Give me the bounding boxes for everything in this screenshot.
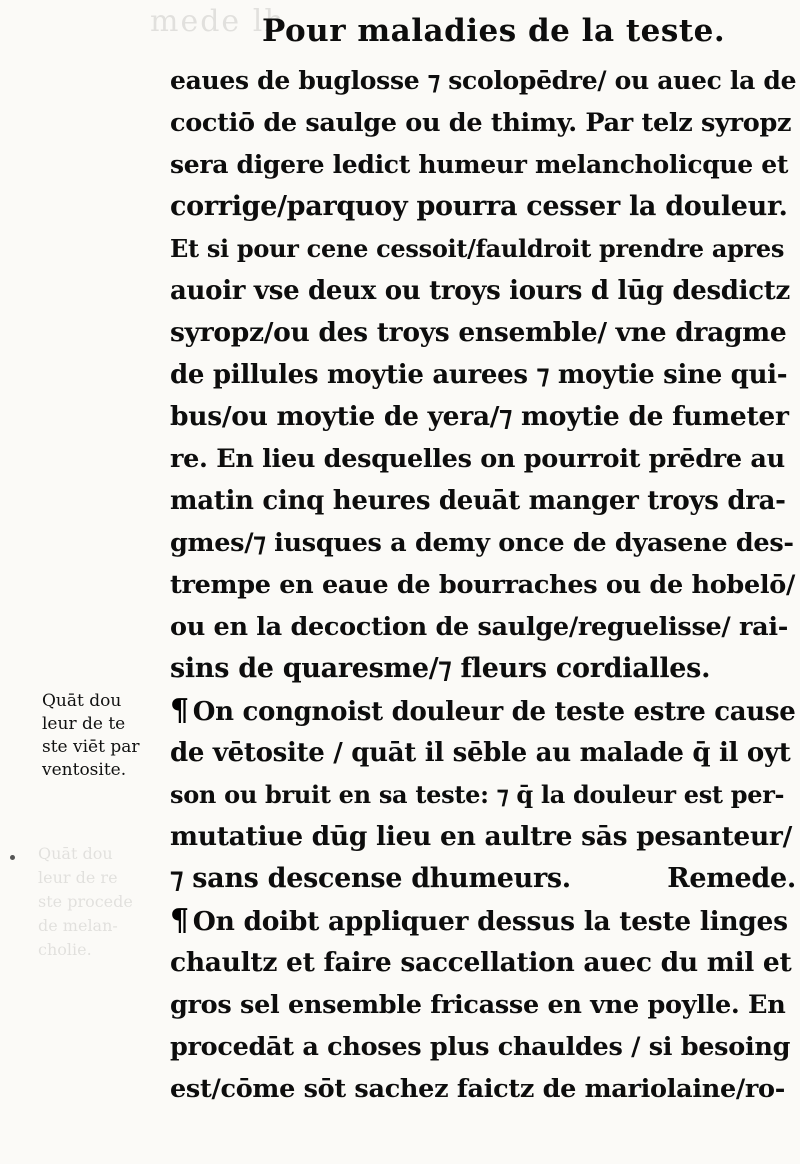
text-line: corrige/parquoy pourra cesser la douleur.: [170, 191, 788, 222]
pilcrow-mark: ¶: [170, 903, 189, 938]
text-line-content: On congnoist douleur de teste estre cause: [192, 697, 796, 727]
text-line: chaultz et faire saccellation auec du mil et: [170, 947, 792, 978]
ink-dot: [10, 855, 15, 860]
text-line: de vētosite / quāt il sēble au malade q̄ il oyt: [170, 738, 791, 768]
text-line: de pillules moytie aurees ⁊ moytie sine qui-: [170, 360, 788, 390]
text-line: trempe en eaue de bourraches ou de hobelō/: [170, 570, 795, 600]
margin-note-line: Quāt dou: [42, 691, 122, 711]
bleed-through-line: de melan-: [38, 916, 118, 935]
bleed-through-text-margin: [38, 842, 133, 962]
text-line: Et si pour cene cessoit/fauldroit prendre apres: [170, 234, 785, 263]
text-line: bus/ou moytie de yera/⁊ moytie de fumeter: [170, 401, 789, 432]
text-line: est/cōme sōt sachez faictz de mariolaine/ro-: [170, 1074, 786, 1104]
bleed-through-text-top: mede lh: [150, 4, 286, 39]
margin-note: [42, 690, 168, 782]
text-line: gmes/⁊ iusques a demy once de dyasene des-: [170, 528, 794, 558]
margin-note-line: ste viēt par: [42, 737, 140, 757]
pilcrow-mark: ¶: [170, 693, 189, 728]
text-line: matin cinq heures deuāt manger troys dra-: [170, 486, 786, 516]
bleed-through-line: Quāt dou: [38, 844, 113, 863]
margin-note-line: leur de te: [42, 714, 126, 734]
text-line: coctiō de saulge ou de thimy. Par telz syropz: [170, 108, 792, 138]
text-line: ou en la decoction de saulge/reguelisse/ rai-: [170, 612, 789, 642]
text-line: sera digere ledict humeur melancholicque et: [170, 150, 789, 179]
margin-note-line: ventosite.: [42, 760, 127, 780]
bleed-through-line: leur de re: [38, 868, 118, 887]
bleed-through-line: cholie.: [38, 940, 92, 959]
text-line: procedāt a choses plus chauldes / si besoing: [170, 1032, 791, 1062]
text-line: [170, 900, 796, 942]
text-line-content: On doibt appliquer dessus la teste linges: [192, 906, 788, 937]
text-line: [170, 690, 796, 732]
running-head: Pour maladies de la teste.: [262, 13, 726, 49]
text-line: sins de quaresme/⁊ fleurs cordialles.: [170, 653, 711, 684]
text-line: re. En lieu desquelles on pourroit prēdre au: [170, 444, 785, 474]
text-line: son ou bruit en sa teste: ⁊ q̄ la douleur est per-: [170, 780, 785, 809]
text-line-content: ⁊ sans descense dhumeurs.: [170, 863, 571, 894]
text-line: gros sel ensemble fricasse en vne poylle. En: [170, 990, 786, 1020]
text-line: [170, 858, 796, 900]
bleed-through-line: ste procede: [38, 892, 133, 911]
text-line: mutatiue dūg lieu en aultre sās pesanteur/: [170, 821, 792, 852]
remede-heading: Remede.: [667, 863, 796, 894]
text-line: syropz/ou des troys ensemble/ vne dragme: [170, 317, 787, 348]
text-line: auoir vse deux ou troys iours d lūg desdictz: [170, 276, 790, 306]
body-text: [170, 60, 796, 1110]
text-line: eaues de buglosse ⁊ scolopēdre/ ou auec la de: [170, 66, 796, 95]
